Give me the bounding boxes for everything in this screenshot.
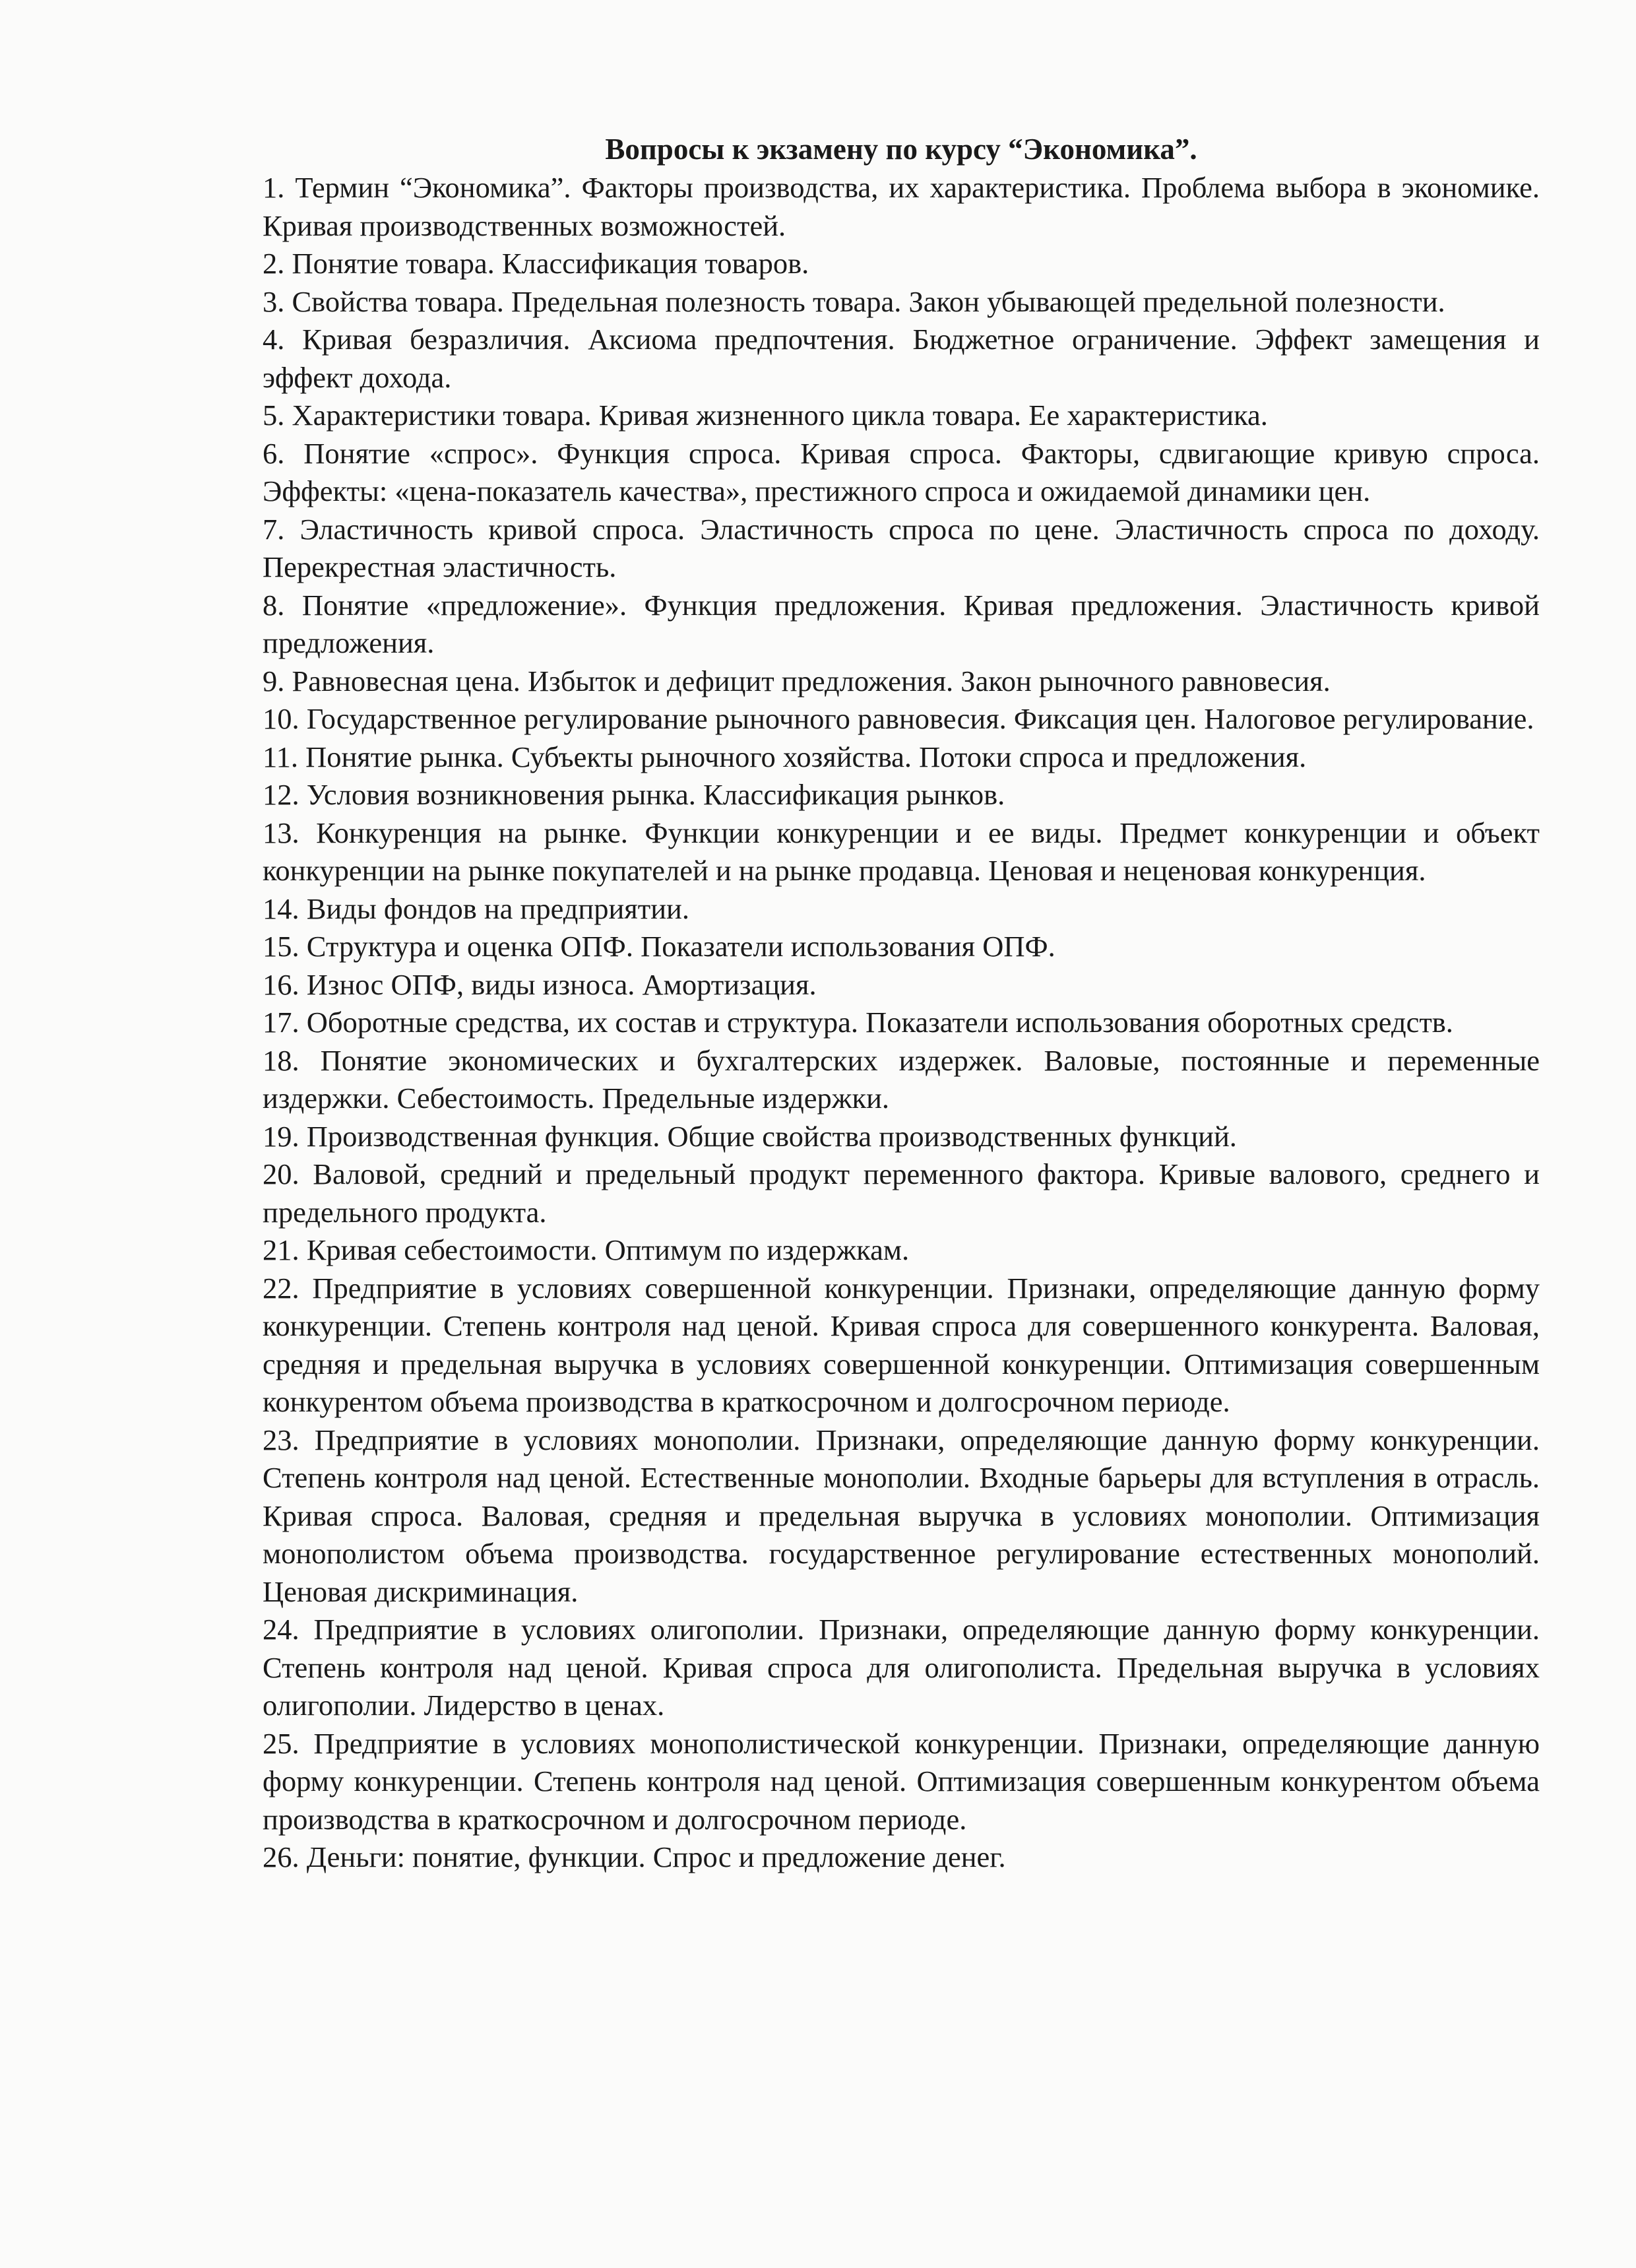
question-item: 14. Виды фондов на предприятии. bbox=[263, 891, 689, 925]
question-item: 6. Понятие «спрос». Функция спроса. Кривая спроса. Факторы, сдвигающие кривую спроса. Эффекты: «цена-показатель качества», престижного спроса и ожидаемой динамики цен. bbox=[263, 436, 1540, 507]
question-list bbox=[263, 169, 1540, 1877]
question-item: 12. Условия возникновения рынка. Классификация рынков. bbox=[263, 778, 1005, 811]
question-item: 4. Кривая безразличия. Аксиома предпочтения. Бюджетное ограничение. Эффект замещения и эффект дохода. bbox=[263, 323, 1540, 394]
question-item: 8. Понятие «предложение». Функция предложения. Кривая предложения. Эластичность кривой предложения. bbox=[263, 588, 1540, 659]
question-item: 7. Эластичность кривой спроса. Эластичность спроса по цене. Эластичность спроса по доходу. Перекрестная эластичность. bbox=[263, 512, 1540, 583]
question-item: 15. Структура и оценка ОПФ. Показатели использования ОПФ. bbox=[263, 930, 1055, 963]
question-item: 3. Свойства товара. Предельная полезность товара. Закон убывающей предельной полезности. bbox=[263, 284, 1445, 318]
question-item: 24. Предприятие в условиях олигополии. Признаки, определяющие данную форму конкуренции. Степень контроля над ценой. Кривая спроса для олигополиста. Предельная выручка в условиях олигополии. Лидерство в ценах. bbox=[263, 1613, 1540, 1722]
question-item: 9. Равновесная цена. Избыток и дефицит предложения. Закон рыночного равновесия. bbox=[263, 664, 1331, 697]
question-item: 19. Производственная функция. Общие свойства производственных функций. bbox=[263, 1119, 1237, 1153]
question-item: 17. Оборотные средства, их состав и структура. Показатели использования оборотных средств. bbox=[263, 1006, 1453, 1039]
question-item: 26. Деньги: понятие, функции. Спрос и предложение денег. bbox=[263, 1840, 1006, 1873]
question-item: 10. Государственное регулирование рыночного равновесия. Фиксация цен. Налоговое регулирование. bbox=[263, 702, 1534, 735]
question-item: 25. Предприятие в условиях монополистической конкуренции. Признаки, определяющие данную форму конкуренции. Степень контроля над ценой. Оптимизация совершенным конкурентом объема производства в краткосрочном и долгосрочном периоде. bbox=[263, 1726, 1540, 1836]
question-item: 5. Характеристики товара. Кривая жизненного цикла товара. Ее характеристика. bbox=[263, 399, 1268, 432]
question-item: 2. Понятие товара. Классификация товаров. bbox=[263, 247, 809, 280]
question-item: 23. Предприятие в условиях монополии. Признаки, определяющие данную форму конкуренции. Степень контроля над ценой. Естественные монополии. Входные барьеры для вступления в отрасль. Кривая спроса. Валовая, средняя и предельная выручка в условиях монополии. Оптимизация монополистом объема производства. государственное регулирование естественных монополий. Ценовая дискриминация. bbox=[263, 1423, 1540, 1608]
question-item: 13. Конкуренция на рынке. Функции конкуренции и ее виды. Предмет конкуренции и объект конкуренции на рынке покупателей и на рынке продавца. Ценовая и неценовая конкуренция. bbox=[263, 816, 1540, 887]
question-item: 16. Износ ОПФ, виды износа. Амортизация. bbox=[263, 967, 817, 1001]
question-item: 20. Валовой, средний и предельный продукт переменного фактора. Кривые валового, среднего и предельного продукта. bbox=[263, 1157, 1540, 1229]
question-item: 21. Кривая себестоимости. Оптимум по издержкам. bbox=[263, 1233, 910, 1266]
question-item: 22. Предприятие в условиях совершенной конкуренции. Признаки, определяющие данную форму конкуренции. Степень контроля над ценой. Кривая спроса для совершенного конкурента. Валовая, средняя и предельная выручка в условиях совершенной конкуренции. Оптимизация совершенным конкурентом объема производства в краткосрочном и долгосрочном периоде. bbox=[263, 1271, 1540, 1418]
document-body bbox=[263, 129, 1540, 1877]
question-item: 1. Термин “Экономика”. Факторы производства, их характеристика. Проблема выбора в экономике. Кривая производственных возможностей. bbox=[263, 171, 1540, 242]
question-item: 11. Понятие рынка. Субъекты рыночного хозяйства. Потоки спроса и предложения. bbox=[263, 740, 1307, 773]
question-item: 18. Понятие экономических и бухгалтерских издержек. Валовые, постоянные и переменные издержки. Себестоимость. Предельные издержки. bbox=[263, 1043, 1540, 1115]
document-title: Вопросы к экзамену по курсу “Экономика”. bbox=[605, 133, 1197, 166]
